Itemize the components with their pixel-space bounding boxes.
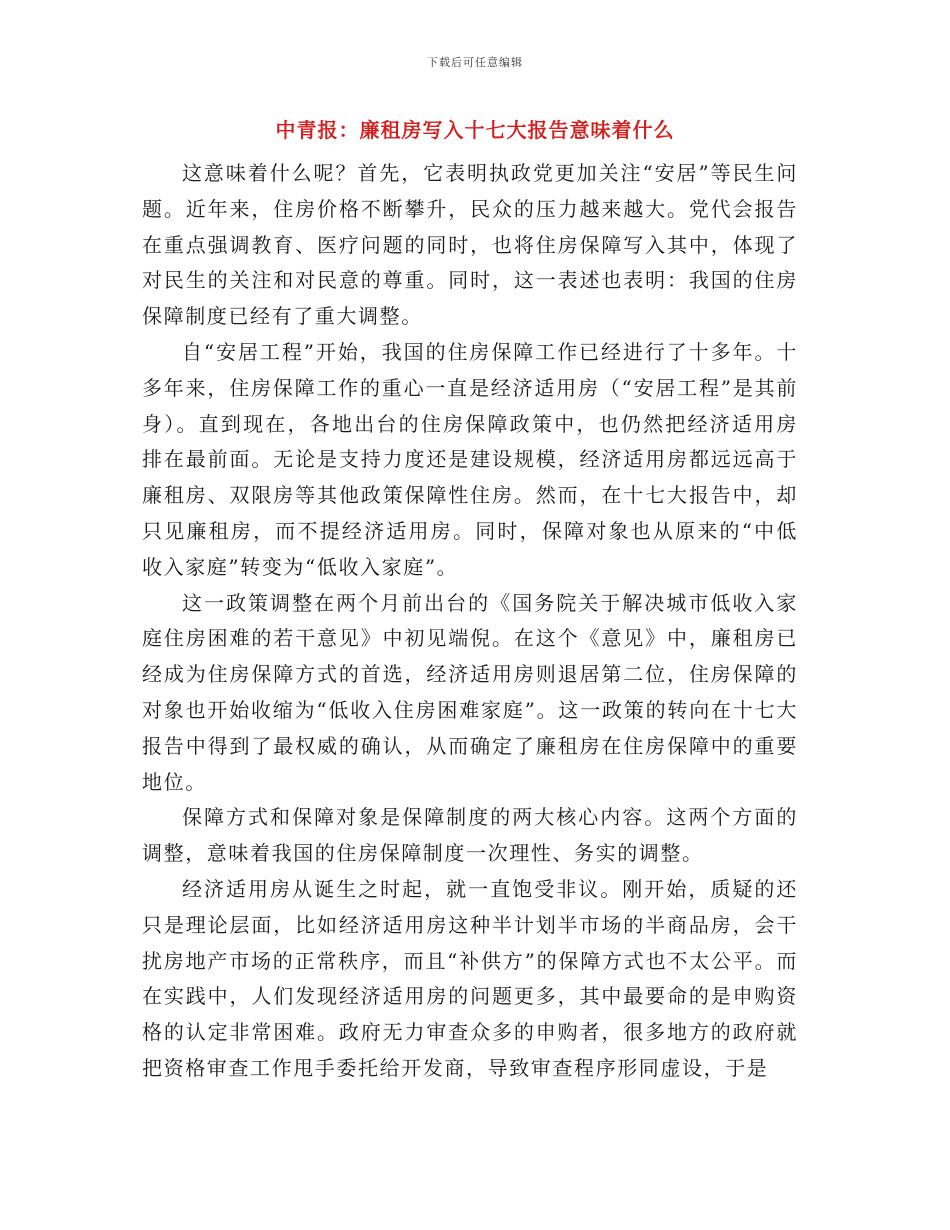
- paragraph-3: 这一政策调整在两个月前出台的《国务院关于解决城市低收入家庭住房困难的若干意见》中初见端倪。在这个《意见》中，廉租房已经成为住房保障方式的首选，经济适用房则退居第二位，住房保障的对象也开始收缩为“低收入住房困难家庭”。这一政策的转向在十七大报告中得到了最权威的确认，从而确定了廉租房在住房保障中的重要地位。: [142, 590, 798, 794]
- paragraph-1: 这意味着什么呢？首先，它表明执政党更加关注“安居”等民生问题。近年来，住房价格不断攀升，民众的压力越来越大。党代会报告在重点强调教育、医疗问题的同时，也将住房保障写入其中，体现了对民生的关注和对民意的尊重。同时，这一表述也表明：我国的住房保障制度已经有了重大调整。: [142, 161, 798, 329]
- document-title: 中青报：廉租房写入十七大报告意味着什么: [275, 118, 675, 142]
- paragraph-2: 自“安居工程”开始，我国的住房保障工作已经进行了十多年。十多年来，住房保障工作的重心一直是经济适用房（“安居工程”是其前身）。直到现在，各地出台的住房保障政策中，也仍然把经济适用房排在最前面。无论是支持力度还是建设规模，经济适用房都远远高于廉租房、双限房等其他政策保障性住房。然而，在十七大报告中，却只见廉租房，而不提经济适用房。同时，保障对象也从原来的“中低收入家庭”转变为“低收入家庭”。: [142, 339, 798, 579]
- document-body: [142, 156, 798, 1087]
- header-note: 下载后可任意编辑: [427, 56, 523, 69]
- paragraph-4: 保障方式和保障对象是保障制度的两大核心内容。这两个方面的调整，意味着我国的住房保障制度一次理性、务实的调整。: [142, 805, 798, 866]
- paragraph-5: 经济适用房从诞生之时起，就一直饱受非议。刚开始，质疑的还只是理论层面，比如经济适用房这种半计划半市场的半商品房，会干扰房地产市场的正常秩序，而且“补供方”的保障方式也不太公平。而在实践中，人们发现经济适用房的问题更多，其中最要命的是申购资格的认定非常困难。政府无力审查众多的申购者，很多地方的政府就把资格审查工作甩手委托给开发商，导致审查程序形同虚设，于是: [142, 876, 798, 1080]
